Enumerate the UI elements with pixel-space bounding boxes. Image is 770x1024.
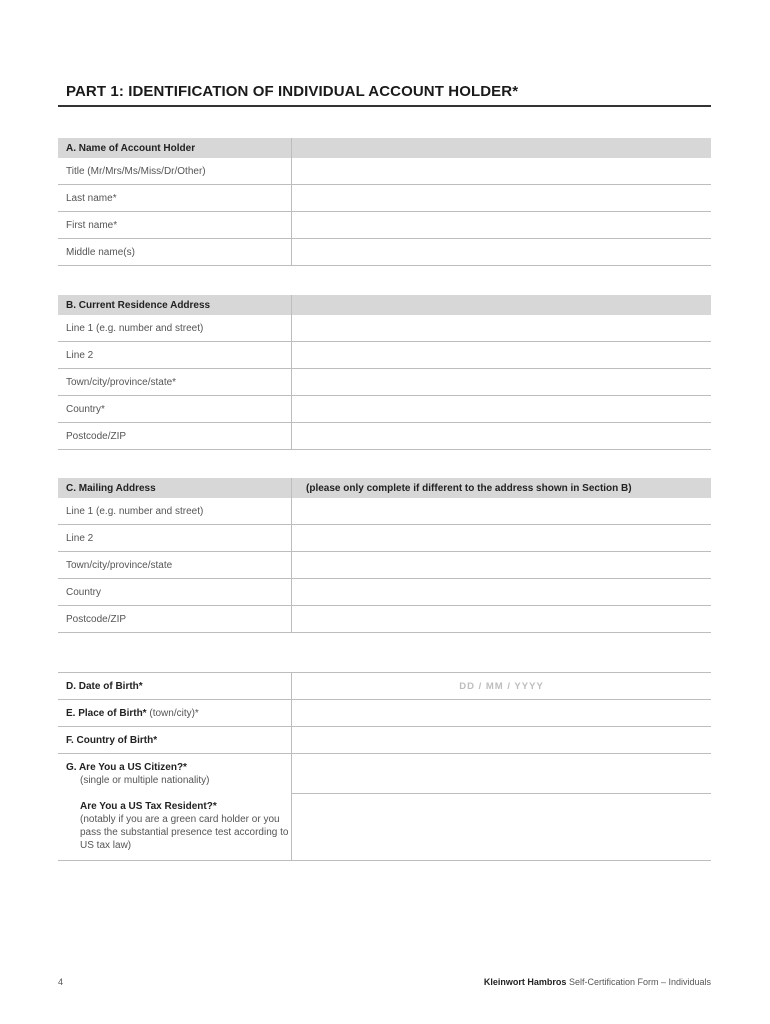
form-row [58,423,711,450]
us-tax-hint: (notably if you are a green card holder or you pass the substantial presence test according to US tax law) [80,814,289,851]
residence-town-field[interactable] [292,369,712,396]
us-tax-field[interactable] [292,794,711,860]
form-row [58,239,711,266]
residence-line2-label: Line 2 [58,342,292,369]
residence-postcode-field[interactable] [292,423,712,450]
form-row [58,185,711,212]
residence-country-field[interactable] [292,396,712,423]
section-a-header-row [58,138,711,158]
section-a-header-blank [292,138,712,158]
last-name-field[interactable] [292,185,712,212]
section-c-header-row [58,478,711,498]
form-row [58,498,711,525]
footer-brand: Kleinwort Hambros [483,977,567,987]
form-row [58,579,711,606]
residence-line1-field[interactable] [292,315,712,342]
residence-town-label: Town/city/province/state* [58,369,292,396]
mailing-town-field[interactable] [292,552,712,579]
mailing-line1-label: Line 1 (e.g. number and street) [58,498,292,525]
residence-line2-field[interactable] [292,342,712,369]
us-status-label [58,754,292,861]
form-row [58,727,711,754]
section-a-header: A. Name of Account Holder [58,138,292,158]
form-row [58,212,711,239]
form-row [58,158,711,185]
last-name-label: Last name* [58,185,292,212]
us-tax-label: Are You a US Tax Resident?* [80,801,217,812]
us-citizen-field[interactable] [292,754,711,794]
footer-doc-title: Self-Certification Form – Individuals [568,977,711,987]
dob-field[interactable]: DD / MM / YYYY [292,673,712,700]
section-c-table [58,478,711,633]
section-c-header: C. Mailing Address [58,478,292,498]
page-number: 4 [58,977,64,987]
form-row [58,342,711,369]
mailing-country-label: Country [58,579,292,606]
cob-field[interactable] [292,727,712,754]
form-row [58,552,711,579]
mailing-line2-label: Line 2 [58,525,292,552]
section-d-table [58,672,711,861]
form-row [58,396,711,423]
middle-name-label: Middle name(s) [58,239,292,266]
pob-label-text: E. Place of Birth* [66,707,147,719]
title-label: Title (Mr/Mrs/Ms/Miss/Dr/Other) [58,158,292,185]
first-name-field[interactable] [292,212,712,239]
us-citizen-label: G. Are You a US Citizen?* [66,762,187,773]
section-b-table [58,295,711,450]
form-row [58,700,711,727]
residence-country-label: Country* [58,396,292,423]
middle-name-field[interactable] [292,239,712,266]
mailing-postcode-field[interactable] [292,606,712,633]
mailing-town-label: Town/city/province/state [58,552,292,579]
section-b-header-blank [292,295,712,315]
pob-hint: (town/city)* [149,707,199,719]
title-field[interactable] [292,158,712,185]
mailing-line1-field[interactable] [292,498,712,525]
section-b-header: B. Current Residence Address [58,295,292,315]
mailing-country-field[interactable] [292,579,712,606]
us-status-fields [292,754,712,861]
pob-field[interactable] [292,700,712,727]
page-title: PART 1: IDENTIFICATION OF INDIVIDUAL ACCOUNT HOLDER* [66,83,519,100]
form-row [58,315,711,342]
section-c-note: (please only complete if different to the address shown in Section B) [292,478,712,498]
form-row [58,673,711,700]
section-a-table [58,138,711,266]
form-row [58,754,711,861]
first-name-label: First name* [58,212,292,239]
pob-label [58,700,292,727]
mailing-postcode-label: Postcode/ZIP [58,606,292,633]
dob-label [58,673,292,700]
mailing-line2-field[interactable] [292,525,712,552]
cob-label-text: F. Country of Birth* [66,734,158,746]
title-divider [58,105,711,107]
residence-line1-label: Line 1 (e.g. number and street) [58,315,292,342]
section-b-header-row [58,295,711,315]
footer-brand-line [484,977,711,987]
dob-label-text: D. Date of Birth* [66,680,143,692]
form-row [58,525,711,552]
us-citizen-hint: (single or multiple nationality) [80,775,210,786]
form-row [58,606,711,633]
residence-postcode-label: Postcode/ZIP [58,423,292,450]
form-row [58,369,711,396]
cob-label [58,727,292,754]
